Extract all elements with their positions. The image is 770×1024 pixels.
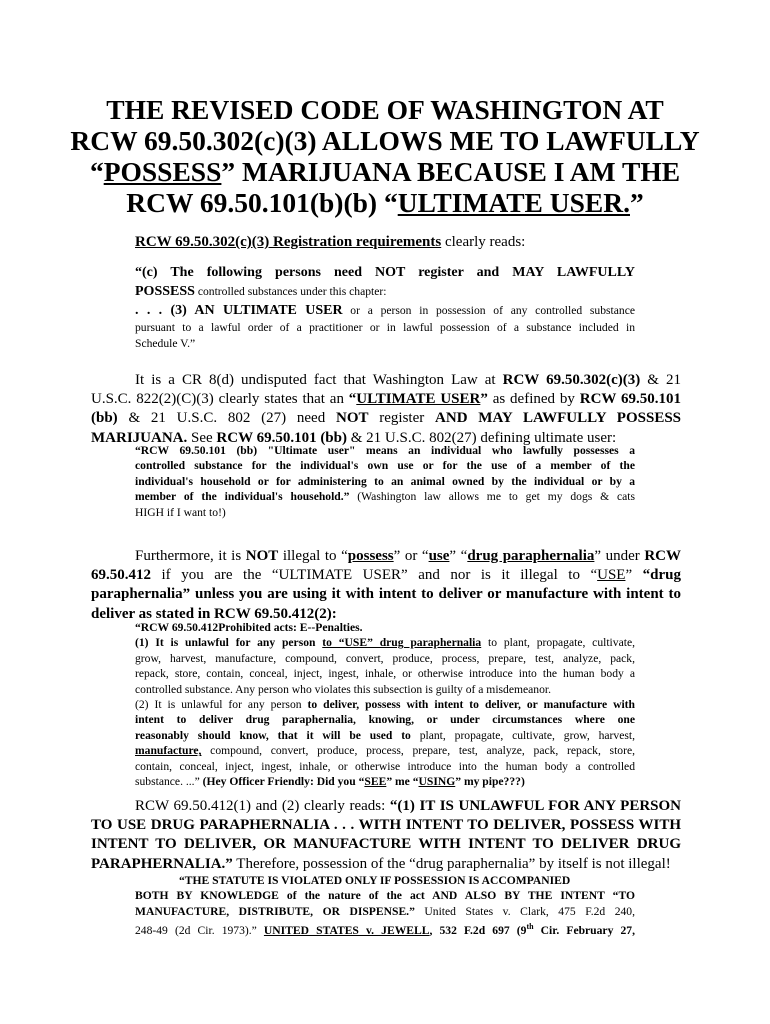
para2-l1b: RCW 69.50.302(c)(3): [502, 372, 641, 388]
quote3-line-11: [135, 774, 635, 789]
quote3-l11a: substance. ...”: [135, 775, 203, 789]
para3-line-2: [91, 566, 681, 585]
para2-l2e: as defined by: [487, 391, 580, 408]
para3-possess: possess: [347, 548, 394, 564]
quote1-line-5: Schedule V.”: [135, 337, 196, 350]
title-line-3: “POSSESS” MARIJUANA BECAUSE I AM THE: [89, 156, 681, 187]
para2-l3e: AND MAY LAWFULLY POSSESS: [435, 410, 682, 427]
registration-heading-bold: RCW 69.50.302(c)(3) Registration requirements: [135, 234, 442, 250]
quote3-line-10: contain, conceal, inject, ingest, inhale, or otherwise introduce into the human body a controlled: [135, 759, 635, 773]
para3-l2d: ”: [625, 567, 643, 584]
quote3-see: SEE: [364, 775, 387, 789]
para3-use-caps: USE: [597, 567, 626, 584]
quote3-line-5: controlled substance. Any person who violates this subsection is guilty of a misdemeanor.: [135, 682, 552, 696]
quote3-line-2: [135, 635, 635, 650]
quote4-line-2: BOTH BY KNOWLEDGE of the nature of the act AND ALSO BY THE INTENT “TO: [135, 889, 635, 903]
para4-line-1: [91, 797, 681, 816]
para2-l2a: U.S.C. 822(2)(C)(3) clearly states that an: [91, 391, 349, 408]
registration-heading-tail: clearly reads:: [441, 234, 526, 250]
para4-line-4: [91, 855, 681, 874]
para3-l2a: 69.50.412: [91, 567, 151, 584]
quote3-l2a: (1) It is unlawful for any person: [135, 636, 323, 650]
title-line-4: [60, 187, 710, 218]
quote2-line-1: “RCW 69.50.101 (bb) "Ultimate user" means an individual who lawfully possesses a: [135, 444, 635, 457]
quote2-l4b: (Washington law allows me to get my dogs & cats: [349, 490, 635, 504]
para3-drug-paraphernalia: drug paraphernalia: [467, 548, 595, 564]
quote3-manufacture: manufacture,: [135, 744, 202, 758]
para3-l2b: if you are the “ULTIMATE USER” and nor is it illegal to “: [151, 567, 598, 584]
title-close-quote: ”: [630, 187, 644, 218]
para3-l1e: ” or “: [393, 548, 429, 564]
quote1-line-2: [135, 282, 635, 301]
quote4-l4c: , 532 F.2d 697 (9: [429, 924, 527, 938]
para3-line-1: [91, 547, 681, 566]
para2-ultimate-user: ULTIMATE USER: [356, 391, 481, 408]
quote4-l4e: Cir. February 27,: [533, 924, 635, 938]
para3-line-4: deliver as stated in RCW 69.50.412(2):: [91, 605, 337, 622]
registration-heading: [135, 233, 525, 252]
para4-line-2: TO USE DRUG PARAPHERNALIA . . . WITH INTENT TO DELIVER, POSSESS WITH: [91, 817, 681, 834]
quote3-line-9: [135, 743, 635, 758]
title-line-4-start: RCW 69.50.101(b)(b) “: [126, 187, 398, 218]
title-ultimate-user: ULTIMATE USER.: [397, 187, 630, 218]
para4-l1a: RCW 69.50.412(1) and (2) clearly reads:: [135, 798, 390, 814]
title-possess: POSSESS: [103, 156, 222, 187]
para2-l1a: It is a CR 8(d) undisputed fact that Washington Law at: [135, 372, 503, 388]
quote3-l8a: reasonably should know, that it will be used to: [135, 728, 411, 742]
para2-l4d: & 21 U.S.C. 802(27) defining ultimate user:: [347, 429, 617, 446]
quote4-l3b: United States v. Clark, 475 F.2d 240,: [414, 904, 636, 918]
quote4-line-4: [135, 919, 635, 938]
para2-l2f: RCW 69.50.101: [579, 391, 681, 408]
para3-l1c: illegal to “: [278, 548, 348, 564]
para4-l4a: PARAPHERNALIA.”: [91, 855, 233, 872]
quote3-l9b: compound, convert, produce, process, prepare, test, analyze, pack, repack, store,: [201, 744, 635, 758]
para2-l4a: MARIJUANA.: [91, 429, 188, 446]
quote4-line-3: [135, 904, 635, 919]
para3-l1b: NOT: [245, 548, 279, 564]
quote2-line-4: [135, 489, 635, 504]
title-line-3-rest: MARIJUANA BECAUSE I AM THE: [242, 156, 681, 187]
para4-l4b: Therefore, possession of the “drug paraphernalia” by itself is not illegal!: [232, 855, 671, 872]
quote3-l11f: ” my pipe???): [455, 775, 525, 789]
quote-registration: [135, 264, 635, 352]
para3-l2e: “drug: [642, 567, 681, 584]
paragraph-clearly-reads: [91, 797, 681, 874]
paragraph-undisputed-fact: [91, 371, 681, 448]
quote3-line-7: intent to deliver drug paraphernalia, knowing, or under circumstances where one: [135, 713, 635, 727]
para2-l4c: RCW 69.50.101 (bb): [216, 429, 347, 446]
quote1-possess: POSSESS: [135, 284, 195, 299]
para3-l1i: ” under: [594, 548, 645, 564]
quote3-line-6: [135, 697, 635, 712]
para2-l1c: & 21: [640, 372, 681, 388]
quote3-l6a: (2) It is unlawful for any person: [135, 698, 308, 712]
quote4-line-1: “THE STATUTE IS VIOLATED ONLY IF POSSESSION IS ACCOMPANIED: [179, 874, 571, 887]
para4-l1b: “(1) IT IS UNLAWFUL FOR ANY PERSON: [389, 798, 681, 814]
title-line-2: RCW 69.50.302(c)(3) ALLOWS ME TO LAWFULLY: [70, 125, 700, 156]
quote4-l3a: MANUFACTURE, DISTRIBUTE, OR DISPENSE.”: [135, 904, 415, 918]
quote1-line-4: pursuant to a lawful order of a practitioner or in lawful possession of a substance included in: [135, 321, 635, 334]
quote3-use-paraphernalia: to “USE” drug paraphernalia: [322, 636, 482, 650]
quote3-l11b: (Hey Officer Friendly: Did you “: [202, 775, 365, 789]
quote3-line-8: [135, 728, 635, 743]
quote4-superscript: th: [526, 922, 534, 932]
quote3-l8b: plant, propagate, cultivate, grow, harvest,: [410, 728, 635, 742]
para4-line-3: INTENT TO DELIVER, OR MANUFACTURE WITH INTENT TO DELIVER DRUG: [91, 836, 681, 853]
quote-prohibited-acts: [135, 620, 635, 789]
para2-l2b: “: [348, 391, 357, 408]
quote2-line-3: individual's household or for administering to an animal owned by the individual or by a: [135, 474, 635, 488]
quote3-l11d: ” me “: [386, 775, 419, 789]
para2-line-1: [91, 371, 681, 390]
quote4-l4a: 248-49 (2d Cir. 1973).”: [135, 924, 264, 938]
quote-ultimate-user-definition: [135, 443, 635, 520]
quote3-line-3: grow, harvest, manufacture, compound, convert, produce, process, prepare, test, analyze, pack,: [135, 651, 635, 665]
para3-l1g: ” “: [449, 548, 468, 564]
quote1-line-2-rest: controlled substances under this chapter:: [194, 285, 387, 298]
quote3-l2c: to plant, propagate, cultivate,: [481, 636, 635, 650]
quote3-l6b: to deliver, possess with intent to deliver, or manufacture with: [307, 698, 635, 712]
para2-line-2: [91, 390, 681, 409]
quote2-l4a: member of the individual's household.”: [135, 490, 350, 504]
para3-l1a: Furthermore, it is: [135, 548, 246, 564]
para2-l2d: ”: [480, 391, 488, 408]
para2-l3c: NOT: [335, 410, 369, 427]
quote3-line-4: repack, store, contain, conceal, inject, ingest, inhale, or otherwise introduce into the human body a: [135, 667, 635, 681]
para2-l3d: register: [368, 410, 436, 427]
quote-jewell: [135, 873, 635, 938]
para3-use: use: [428, 548, 450, 564]
para2-line-3: [91, 409, 681, 428]
para3-line-3: paraphernalia” unless you are using it with intent to deliver or manufacture with intent to: [91, 586, 681, 603]
para2-l3b: & 21 U.S.C. 802 (27) need: [117, 410, 336, 427]
quote1-line-3-rest: or a person in possession of any controlled substance: [342, 304, 635, 317]
quote4-case-name: UNITED STATES v. JEWELL: [263, 924, 430, 938]
quote2-line-2: controlled substance for the individual's own use or for the use of a member of the: [135, 459, 635, 473]
title-line-1: THE REVISED CODE OF WASHINGTON AT: [106, 94, 664, 125]
quote3-line-1: “RCW 69.50.412Prohibited acts: E--Penalties.: [135, 621, 363, 634]
para3-l1j: RCW: [644, 548, 682, 564]
document-title: [60, 94, 710, 218]
para2-l4b: See: [187, 429, 217, 446]
paragraph-paraphernalia: [91, 547, 681, 624]
quote3-using: USING: [418, 775, 456, 789]
quote1-line-1: “(c) The following persons need NOT register and MAY LAWFULLY: [135, 265, 635, 280]
quote1-ultimate-user: . . . (3) AN ULTIMATE USER: [135, 303, 343, 318]
para2-l3a: (bb): [91, 410, 118, 427]
quote1-line-3: [135, 301, 635, 320]
quote2-line-5: HIGH if I want to!): [135, 505, 226, 519]
